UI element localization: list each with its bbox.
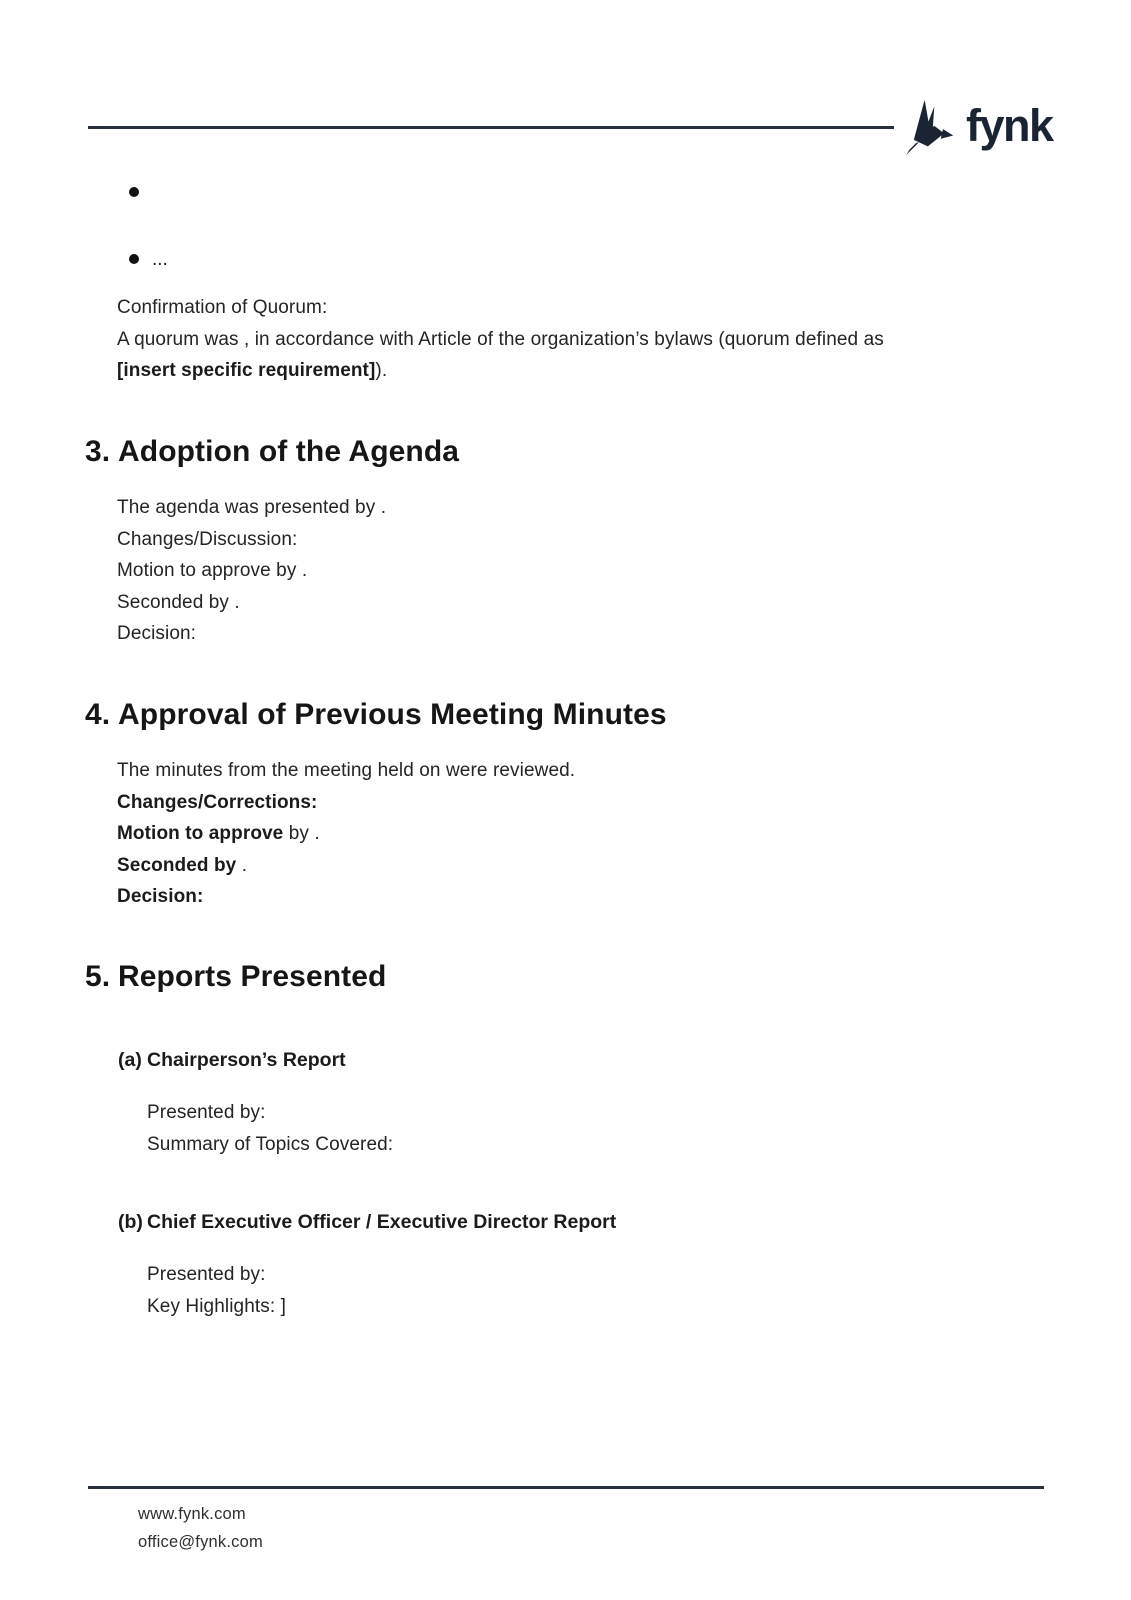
bullet-item: [129, 244, 168, 275]
body-line: Decision:: [117, 886, 204, 907]
section-4-heading: [85, 697, 667, 733]
bullet-item: [129, 177, 152, 197]
section-3-body: [117, 492, 386, 650]
subsection-a-heading: [118, 1046, 346, 1074]
section-4-body: [117, 755, 575, 913]
footer-website: www.fynk.com: [138, 1505, 246, 1523]
bold-segment: Motion to approve: [117, 823, 284, 844]
quorum-paragraph: [117, 292, 884, 387]
subsection-b-heading: [118, 1208, 616, 1236]
quorum-tail: ).: [375, 360, 388, 381]
bullet-icon: [129, 254, 139, 264]
section-3-title: Adoption of the Agenda: [118, 435, 460, 468]
section-5-title: Reports Presented: [118, 960, 387, 993]
section-3-heading: [85, 434, 459, 470]
bullet-icon: [129, 187, 139, 197]
bold-segment: Seconded by: [117, 854, 237, 876]
subsection-a-number: (a): [118, 1049, 142, 1071]
section-5-number: 5.: [85, 960, 111, 993]
header-rule: [88, 126, 894, 129]
body-line: Changes/Corrections:: [117, 791, 318, 813]
origami-bird-icon: [903, 99, 957, 157]
body-line: Decision:: [117, 623, 197, 644]
subsection-b-body: [147, 1259, 286, 1322]
section-5-heading: [85, 959, 386, 995]
quorum-heading-line: Confirmation of Quorum:: [117, 297, 328, 318]
body-line: Seconded by .: [117, 591, 240, 613]
body-line: The minutes from the meeting held on were reviewed.: [117, 760, 576, 781]
subsection-b-title: Chief Executive Officer / Executive Director Report: [147, 1211, 617, 1233]
body-line: Presented by:: [147, 1264, 266, 1285]
subsection-a-title: Chairperson’s Report: [147, 1049, 346, 1071]
subsection-b-number: (b): [118, 1211, 143, 1233]
bullet-text: ...: [152, 249, 168, 270]
body-line: [117, 850, 575, 882]
body-line: Changes/Discussion:: [117, 528, 298, 550]
quorum-bold-placeholder: [insert specific requirement]: [117, 360, 376, 381]
quorum-body-line: A quorum was , in accordance with Article of the organization’s bylaws (quorum defined as: [117, 328, 884, 350]
text-segment: .: [236, 854, 248, 876]
footer-email: office@fynk.com: [138, 1533, 263, 1551]
section-4-title: Approval of Previous Meeting Minutes: [118, 698, 667, 731]
brand-wordmark: fynk: [966, 99, 1053, 151]
footer-rule: [88, 1486, 1044, 1489]
text-segment: by .: [283, 823, 320, 844]
brand-logo: [903, 98, 1053, 158]
body-line: Motion to approve by .: [117, 560, 308, 581]
body-line: [117, 818, 575, 850]
quorum-requirement-line: [117, 355, 884, 387]
section-4-number: 4.: [85, 698, 111, 731]
body-line: Summary of Topics Covered:: [147, 1133, 394, 1155]
body-line: Presented by:: [147, 1102, 266, 1123]
page-footer: [138, 1500, 263, 1556]
subsection-a-body: [147, 1097, 393, 1160]
body-line: The agenda was presented by .: [117, 497, 387, 518]
body-line: Key Highlights: ]: [147, 1295, 286, 1317]
section-3-number: 3.: [85, 435, 111, 468]
